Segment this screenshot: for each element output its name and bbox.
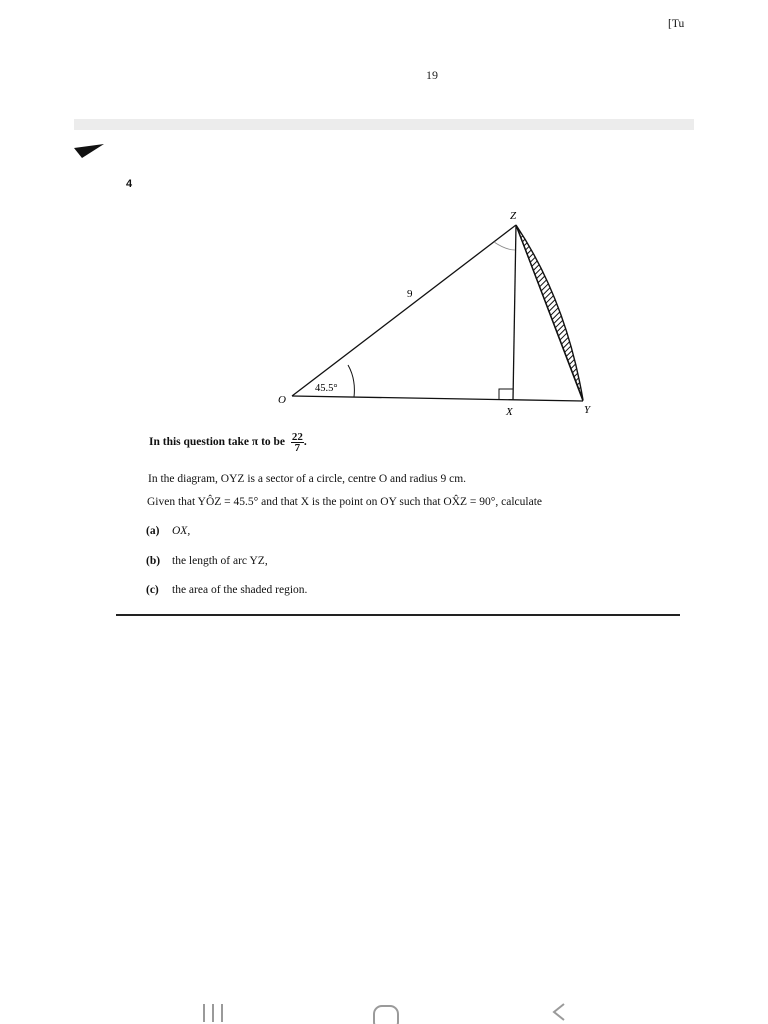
label-angle: 45.5° (315, 383, 338, 394)
label-x: X (506, 406, 513, 418)
sector-diagram (270, 205, 610, 430)
question-given: Given that YÔZ = 45.5° and that X is the point on OY such that OX̂Z = 90°, calculate (147, 496, 542, 508)
right-angle-mark (499, 389, 513, 400)
part-a (146, 525, 190, 537)
pi-numerator: 22 (291, 431, 303, 443)
scan-band (74, 119, 694, 130)
pi-denominator: 7 (294, 442, 301, 454)
label-z: Z (510, 210, 517, 222)
part-c-text: the area of the shaded region. (172, 584, 308, 596)
part-b (146, 555, 268, 567)
label-radius: 9 (407, 288, 413, 300)
question-description: In the diagram, OYZ is a sector of a circle, centre O and radius 9 cm. (148, 473, 467, 485)
header-code: [Tu (668, 18, 685, 30)
angle-arc-z (494, 242, 515, 250)
back-icon[interactable] (548, 1000, 572, 1024)
pi-instruction-text: In this question take π to be (149, 436, 286, 449)
part-b-label: (b) (146, 555, 161, 567)
line-zx (513, 225, 516, 400)
part-a-label: (a) (146, 525, 160, 537)
home-icon[interactable] (370, 1000, 402, 1024)
part-c (146, 584, 307, 596)
android-navbar (0, 990, 768, 1024)
line-oz (292, 225, 516, 396)
part-b-text: the length of arc YZ, (172, 555, 268, 567)
corner-mark-icon (74, 144, 104, 158)
question-number: 4 (126, 178, 133, 190)
section-divider (116, 614, 680, 616)
angle-arc (348, 365, 354, 397)
part-a-text: OX, (172, 525, 191, 537)
line-oy (292, 396, 583, 401)
label-o: O (278, 394, 286, 406)
pi-instruction (149, 432, 307, 453)
pi-fraction (291, 432, 304, 453)
recent-apps-icon[interactable] (200, 1000, 230, 1022)
label-y: Y (584, 404, 591, 416)
page-number: 19 (426, 68, 438, 82)
part-c-label: (c) (146, 584, 159, 596)
pi-end: . (303, 436, 307, 449)
line-zy (516, 225, 583, 401)
